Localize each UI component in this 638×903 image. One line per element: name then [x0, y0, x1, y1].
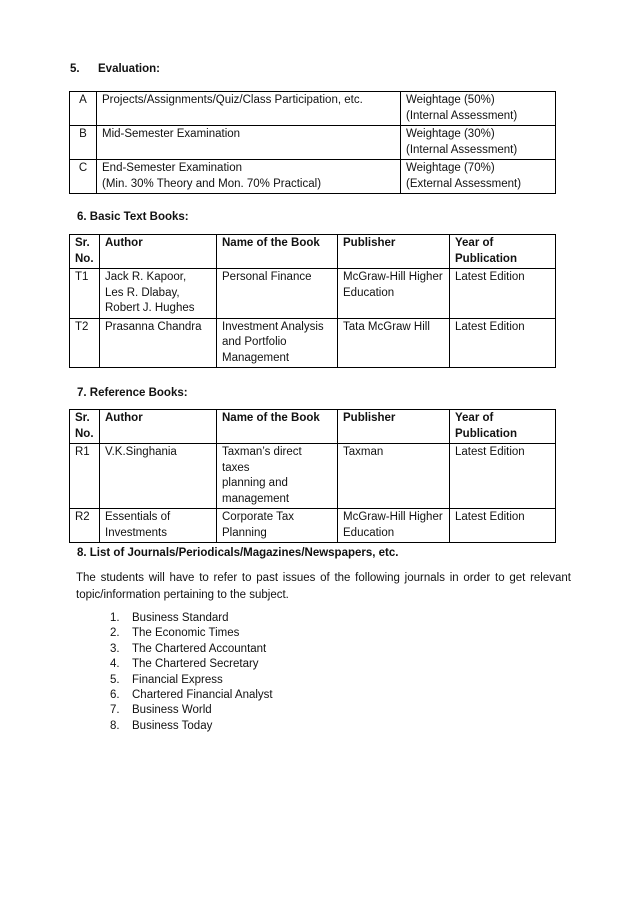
header-sr: Sr. No.	[70, 235, 100, 269]
eval-code: A	[70, 92, 97, 126]
evaluation-table	[69, 91, 556, 194]
cell-publisher: Tata McGraw Hill	[338, 318, 450, 368]
header-year: Year of Publication	[450, 410, 556, 444]
cell-year: Latest Edition	[450, 509, 556, 543]
table-header-row	[70, 410, 556, 444]
list-item: 2. The Economic Times	[110, 627, 240, 640]
cell-sr: T1	[70, 269, 100, 319]
table-row	[70, 318, 556, 368]
header-sr: Sr. No.	[70, 410, 100, 444]
list-item: 3. The Chartered Accountant	[110, 642, 267, 655]
cell-book: Taxman’s direct taxes planning and management	[217, 444, 338, 509]
header-author: Author	[100, 235, 217, 269]
table-row	[70, 160, 556, 194]
eval-item: Mid-Semester Examination	[97, 126, 401, 160]
cell-book: Corporate Tax Planning	[217, 509, 338, 543]
cell-year: Latest Edition	[450, 269, 556, 319]
list-item: 1. Business Standard	[110, 612, 229, 624]
text-books-table	[69, 234, 556, 368]
cell-publisher: McGraw-Hill Higher Education	[338, 509, 450, 543]
cell-author: Essentials of Investments	[100, 509, 217, 543]
reference-books-heading: 7. Reference Books:	[77, 387, 188, 399]
journals-heading: 8. List of Journals/Periodicals/Magazines/Newspapers, etc.	[77, 547, 399, 559]
header-book: Name of the Book	[217, 235, 338, 269]
cell-author: Prasanna Chandra	[100, 318, 217, 368]
journals-list	[110, 611, 273, 734]
eval-weight: Weightage (30%) (Internal Assessment)	[401, 126, 556, 160]
eval-item: End-Semester Examination (Min. 30% Theory and Mon. 70% Practical)	[97, 160, 401, 194]
cell-year: Latest Edition	[450, 444, 556, 509]
list-item: 4. The Chartered Secretary	[110, 658, 259, 671]
table-row	[70, 444, 556, 509]
cell-author: V.K.Singhania	[100, 444, 217, 509]
evaluation-heading-number: 5.	[70, 63, 80, 75]
table-header-row	[70, 235, 556, 269]
table-row	[70, 269, 556, 319]
text-books-heading: 6. Basic Text Books:	[77, 211, 189, 223]
header-publisher: Publisher	[338, 410, 450, 444]
cell-book: Investment Analysis and Portfolio Management	[217, 318, 338, 368]
eval-code: B	[70, 126, 97, 160]
reference-books-table	[69, 409, 556, 543]
cell-publisher: McGraw-Hill Higher Education	[338, 269, 450, 319]
cell-author: Jack R. Kapoor, Les R. Dlabay, Robert J. Hughes	[100, 269, 217, 319]
eval-item: Projects/Assignments/Quiz/Class Participation, etc.	[97, 92, 401, 126]
cell-book: Personal Finance	[217, 269, 338, 319]
header-author: Author	[100, 410, 217, 444]
table-row	[70, 126, 556, 160]
eval-weight: Weightage (70%) (External Assessment)	[401, 160, 556, 194]
table-row	[70, 509, 556, 543]
eval-weight: Weightage (50%) (Internal Assessment)	[401, 92, 556, 126]
header-book: Name of the Book	[217, 410, 338, 444]
cell-sr: T2	[70, 318, 100, 368]
header-year: Year of Publication	[450, 235, 556, 269]
list-item: 8. Business Today	[110, 719, 213, 732]
evaluation-heading-text: Evaluation:	[98, 63, 160, 75]
header-publisher: Publisher	[338, 235, 450, 269]
list-item: 7. Business World	[110, 704, 212, 717]
list-item: 5. Financial Express	[110, 673, 223, 686]
eval-code: C	[70, 160, 97, 194]
table-row	[70, 92, 556, 126]
cell-publisher: Taxman	[338, 444, 450, 509]
evaluation-heading	[70, 62, 160, 78]
cell-sr: R2	[70, 509, 100, 543]
cell-year: Latest Edition	[450, 318, 556, 368]
cell-sr: R1	[70, 444, 100, 509]
journals-intro: The students will have to refer to past issues of the following journals in order to get relevant topic/information pertaining to the subject.	[76, 572, 571, 601]
list-item: 6. Chartered Financial Analyst	[110, 688, 273, 701]
